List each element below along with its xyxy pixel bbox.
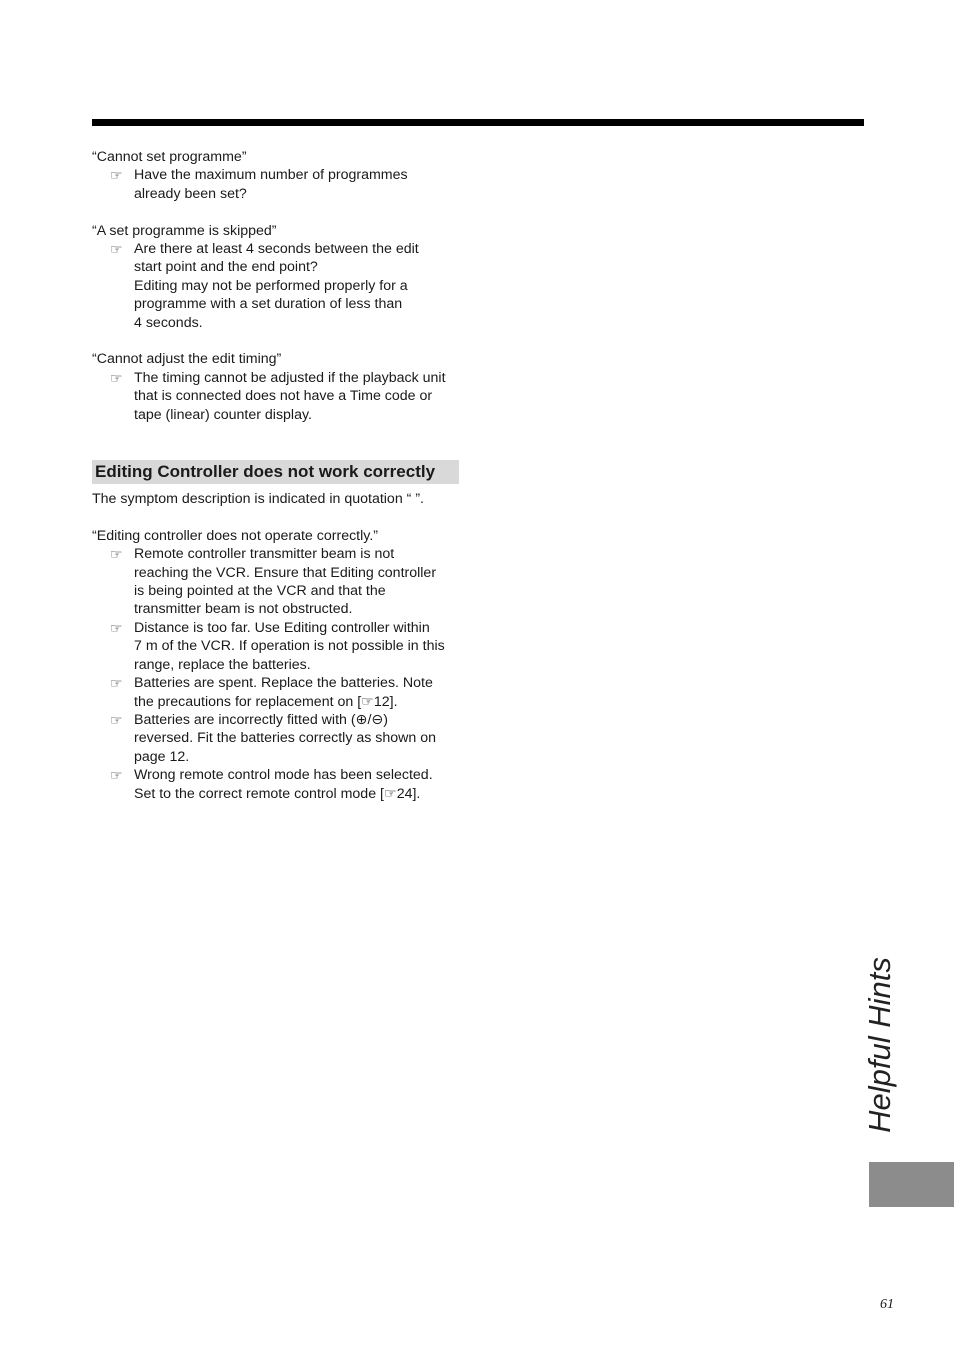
top-rule — [92, 119, 864, 126]
symptom-title: “Editing controller does not operate correctly.” — [92, 527, 378, 544]
section-heading: Editing Controller does not work correctly — [92, 460, 459, 484]
item-line: 7 m of the VCR. If operation is not possible in this — [134, 638, 445, 655]
item-line: transmitter beam is not obstructed. — [134, 601, 353, 618]
troubleshooting-sections — [92, 148, 472, 424]
item-line: Editing may not be performed properly for a — [134, 277, 408, 294]
editing-items — [92, 545, 472, 803]
list-item — [92, 166, 472, 203]
list-item — [92, 766, 472, 803]
item-line: that is connected does not have a Time code or — [134, 388, 433, 405]
item-line: is being pointed at the VCR and that the — [134, 583, 386, 600]
item-line: reaching the VCR. Ensure that Editing controller — [134, 564, 437, 581]
symptom-title: “Cannot set programme” — [92, 149, 247, 165]
item-line: programme with a set duration of less than — [134, 296, 403, 313]
pointing-hand-icon: ☞ — [110, 369, 123, 386]
content-column — [92, 148, 472, 803]
side-tab-label: Helpful Hints — [862, 957, 897, 1133]
pointing-hand-icon: ☞ — [110, 619, 123, 636]
item-line: already been set? — [134, 185, 247, 202]
list-item — [92, 240, 472, 332]
list-item — [92, 369, 472, 424]
item-line: Batteries are spent. Replace the batteries. Note — [134, 675, 433, 692]
pointing-hand-icon: ☞ — [110, 711, 123, 728]
symptom-title: “A set programme is skipped” — [92, 222, 277, 239]
pointing-hand-icon: ☞ — [110, 241, 123, 258]
intro-text: The symptom description is indicated in quotation “ ”. — [92, 491, 424, 508]
item-line: Batteries are incorrectly fitted with (⊕/⊖) — [134, 711, 389, 728]
list-item — [92, 545, 472, 619]
item-line: start point and the end point? — [134, 259, 318, 276]
symptom-title: “Cannot adjust the edit timing” — [92, 351, 282, 368]
pointing-hand-icon: ☞ — [110, 167, 123, 184]
item-line: range, replace the batteries. — [134, 656, 311, 673]
item-line: the precautions for replacement on [☞12]. — [134, 693, 398, 710]
item-line: page 12. — [134, 748, 190, 765]
item-line: Are there at least 4 seconds between the edit — [134, 241, 419, 258]
item-line: tape (linear) counter display. — [134, 406, 312, 423]
side-tab-block — [869, 1162, 954, 1207]
list-item — [92, 619, 472, 674]
list-item — [92, 674, 472, 711]
item-line: Remote controller transmitter beam is not — [134, 546, 395, 563]
list-item — [92, 711, 472, 766]
pointing-hand-icon: ☞ — [110, 546, 123, 563]
pointing-hand-icon: ☞ — [110, 767, 123, 784]
item-line: Have the maximum number of programmes — [134, 167, 408, 184]
item-line: Wrong remote control mode has been selected. — [134, 767, 433, 784]
item-line: reversed. Fit the batteries correctly as shown on — [134, 730, 437, 747]
item-line: 4 seconds. — [134, 314, 203, 331]
page-number: 61 — [880, 1297, 894, 1312]
item-line: The timing cannot be adjusted if the playback unit — [134, 369, 446, 386]
side-tab — [836, 930, 924, 1160]
item-line: Distance is too far. Use Editing controller within — [134, 619, 430, 636]
pointing-hand-icon: ☞ — [110, 675, 123, 692]
item-line: Set to the correct remote control mode [☞24]. — [134, 785, 421, 802]
